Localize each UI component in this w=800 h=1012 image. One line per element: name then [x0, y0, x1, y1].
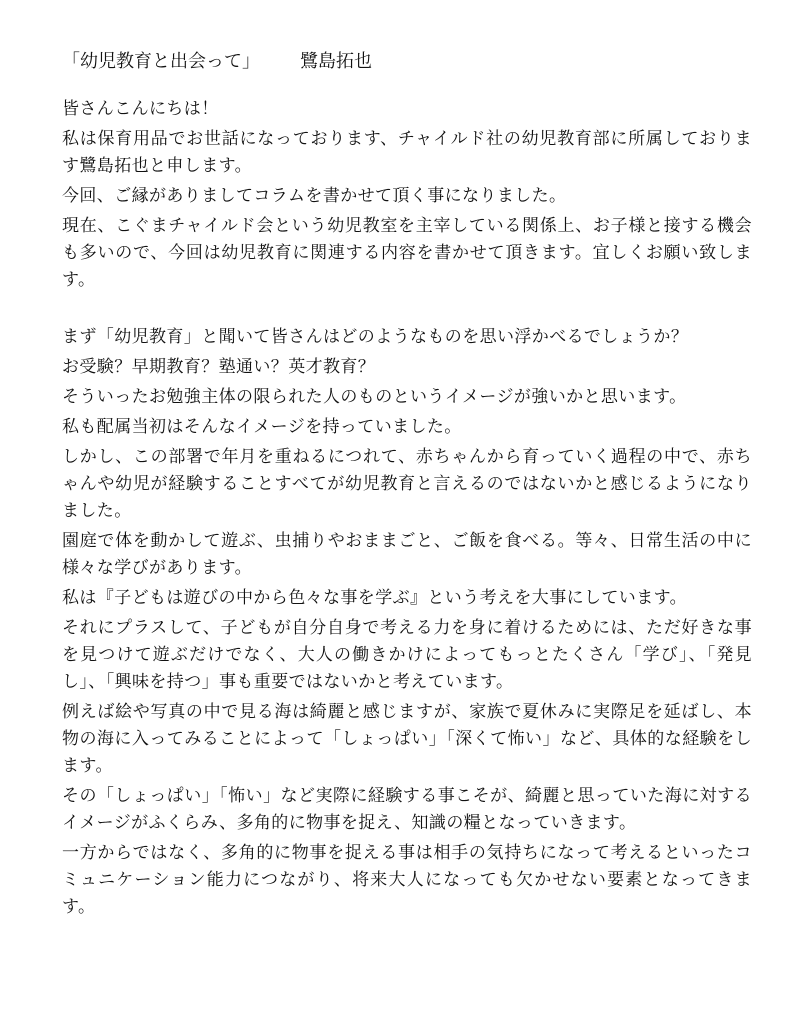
paragraph: それにプラスして、子どもが自分自身で考える力を身に着けるためには、ただ好きな事を見つけて遊ぶだけでなく、大人の働きかけによってもっとたくさん「学び」、「発見し」、「興味を持つ」事も重要ではないかと考えています。 [62, 618, 752, 692]
paragraph: 例えば絵や写真の中で見る海は綺麗と感じますが、家族で夏休みに実際足を延ばし、本物の海に入ってみることによって「しょっぱい」「深くて怖い」など、具体的な経験をします。 [62, 702, 752, 776]
document-page [62, 48, 752, 924]
paragraph: 今回、ご縁がありましてコラムを書かせて頂く事になりました。 [62, 186, 567, 206]
paragraph: 私は保育用品でお世話になっております、チャイルド社の幼児教育部に所属しております鷺島拓也と申します。 [62, 129, 752, 176]
paragraph: 私は『子どもは遊びの中から色々な事を学ぶ』という考えを大事にしています。 [62, 588, 688, 608]
body-section [62, 324, 752, 921]
paragraph: 現在、こぐまチャイルド会という幼児教室を主宰している関係上、お子様と接する機会も多いので、今回は幼児教育に関連する内容を書かせて頂きます。宜しくお願い致します。 [62, 216, 752, 290]
paragraph: その「しょっぱい」「怖い」など実際に経験する事こそが、綺麗と思っていた海に対するイメージがふくらみ、多角的に物事を捉え、知識の糧となっていきます。 [62, 786, 752, 833]
intro-section [62, 96, 752, 294]
paragraph: 私も配属当初はそんなイメージを持っていました。 [62, 417, 462, 437]
paragraph: そういったお勉強主体の限られた人のものというイメージが強いかと思います。 [62, 387, 687, 407]
paragraph: しかし、この部署で年月を重ねるにつれて、赤ちゃんから育っていく過程の中で、赤ちゃんや幼児が経験することすべてが幼児教育と言えるのではないかと感じるようになりました。 [62, 447, 752, 521]
paragraph: まず「幼児教育」と聞いて皆さんはどのようなものを思い浮かべるでしょうか？ [62, 327, 689, 347]
paragraph: 園庭で体を動かして遊ぶ、虫捕りやおままごと、ご飯を食べる。等々、日常生活の中に様々な学びがあります。 [62, 531, 752, 578]
section-gap [62, 297, 752, 324]
paragraph: 一方からではなく、多角的に物事を捉える事は相手の気持ちになって考えるといったコミュニケーション能力につながり、将来大人になっても欠かせない要素となってきます。 [62, 843, 752, 917]
author-name: 鷺島拓也 [300, 51, 372, 72]
document-header [62, 48, 752, 76]
paragraph: 皆さんこんにちは！ [62, 99, 219, 119]
paragraph: お受験？早期教育？塾通い？英才教育？ [62, 357, 376, 377]
document-title: 「幼児教育と出会って」 [62, 51, 260, 72]
